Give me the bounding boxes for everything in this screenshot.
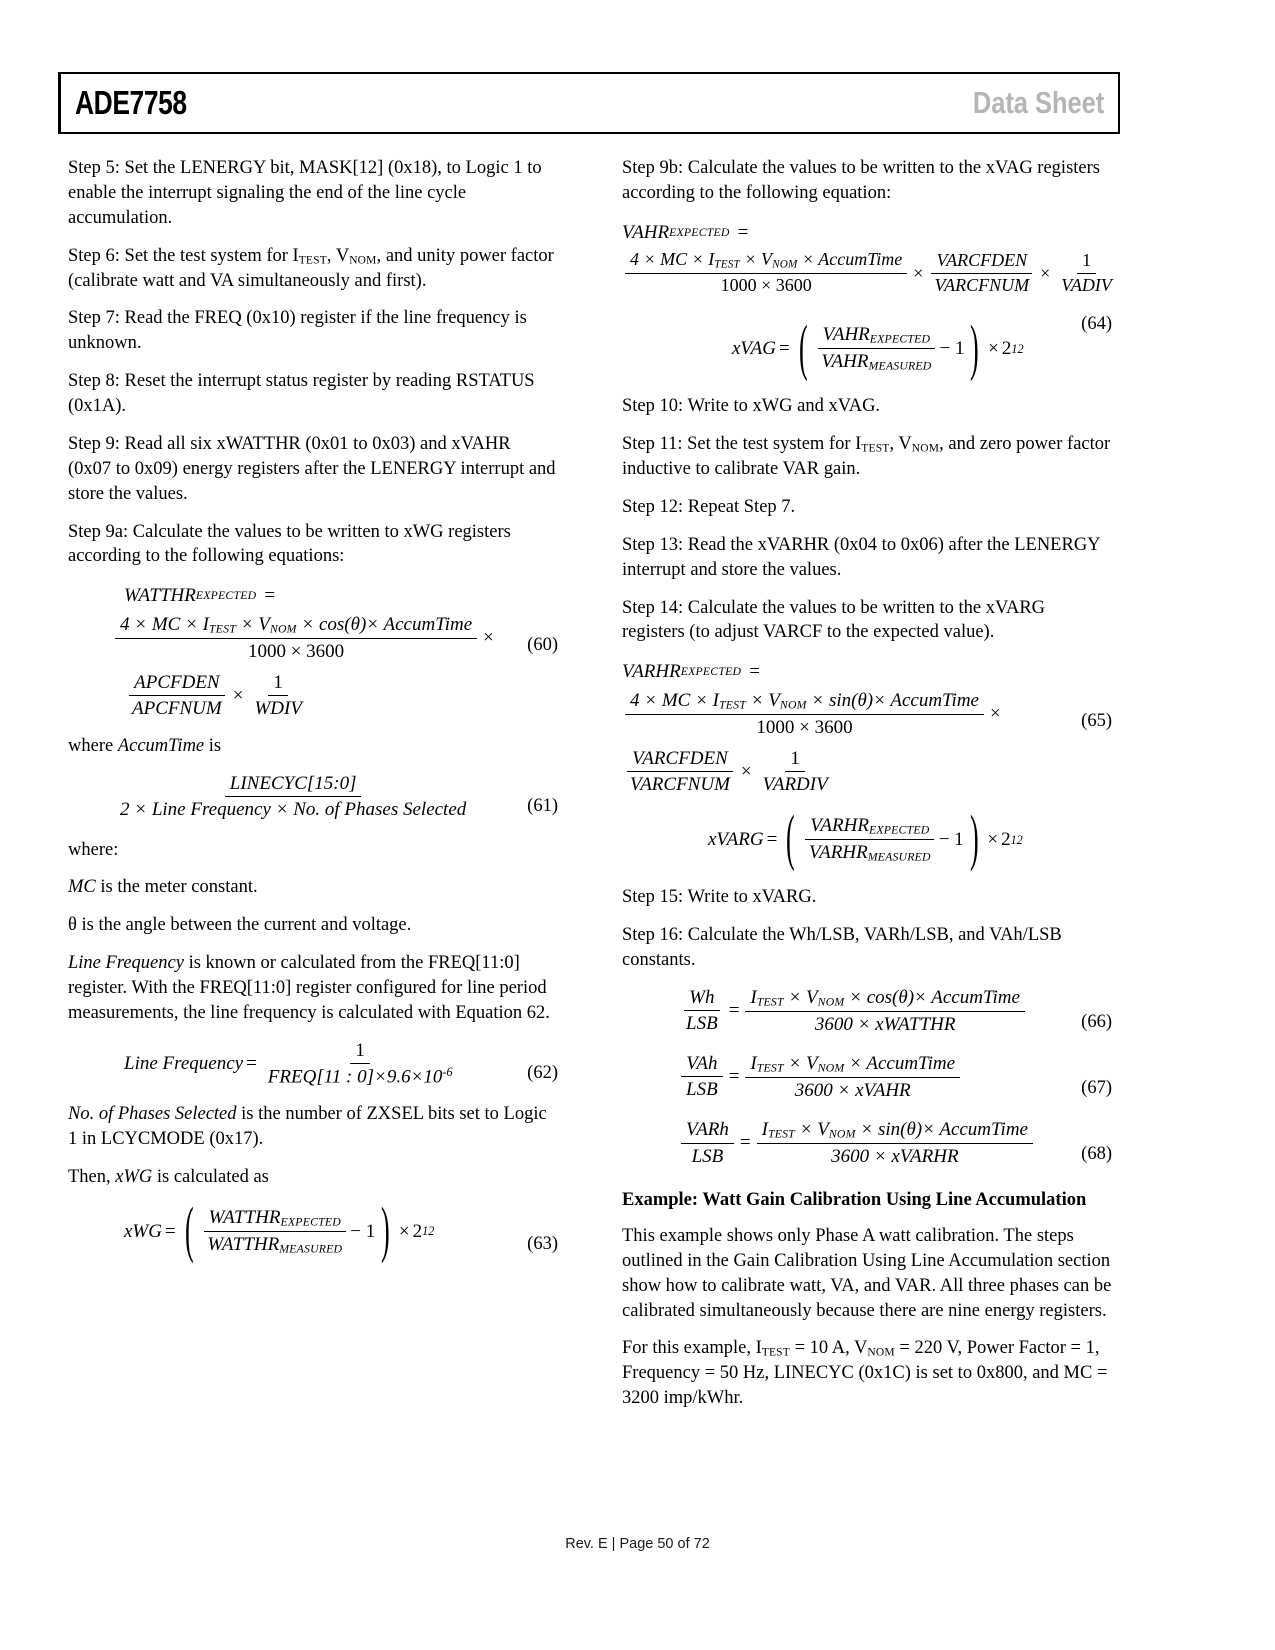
eq66-rhs-den: 3600 × xWATTHR [814,1013,956,1035]
equation-65-number: (65) [1081,711,1112,732]
equation-61-number: (61) [527,796,558,817]
eq66-num-sub2: NOM [817,995,845,1009]
eq65-varcfden: VARCFDEN [627,747,733,772]
equation-63-body [68,1196,558,1265]
mc-term: MC [68,877,96,898]
line-frequency-text: is known or calculated from the FREQ[11:0] register. With the FREQ[11:0] register configured for line period measurements, the line frequency is calculated with Equation 62. [68,953,550,1023]
equation-61-body [68,772,558,821]
eq66-lhs-num: Wh [684,986,719,1011]
eq61-denominator: 2 × Line Frequency × No. of Phases Selected [120,799,467,821]
eq65-one: 1 [785,747,805,772]
eq67-num-sub1: TEST [756,1061,784,1075]
xvarg-times: × [987,828,999,850]
eq66-num-pre: I [750,986,757,1008]
eq67-rhs-fraction [745,1052,960,1102]
eq65-num-tail: × sin(θ)× AccumTime [806,689,979,711]
step-15-paragraph: Step 15: Write to xVARG. [622,887,817,908]
eq60-apcfnum: APCFNUM [132,698,222,720]
eq60-num-sub1: TEST [208,622,236,636]
eq60-apcf-fraction [127,671,227,720]
phases-term: No. of Phases Selected [68,1104,237,1125]
eq64-varcf-fraction [929,250,1034,297]
eq63-left-paren: ( [184,1196,194,1265]
eq67-num-sub2: NOM [817,1061,845,1075]
eq64-lhs-subscript: EXPECTED [669,225,730,239]
example-p2-sub-test: TEST [761,1346,790,1359]
theta-definition: θ is the angle between the current and voltage. [68,915,412,936]
xvarg-exponent: 12 [1010,832,1023,847]
eq64-num-tail: × AccumTime [797,249,903,270]
eq65-num-pre: 4 × MC × I [630,689,719,711]
eq67-num-tail: × AccumTime [844,1052,956,1074]
step-11-sub-nom: NOM [911,442,940,455]
eq63-num-sub: EXPECTED [280,1215,341,1229]
eq61-numerator: LINECYC[15:0] [225,772,362,797]
example-paragraph-2 [622,1336,1112,1411]
xvag-numerator [818,323,936,349]
eq62-equals: = [246,1052,257,1074]
equation-68 [622,1118,1112,1168]
eq62-numerator: 1 [350,1039,370,1064]
xvarg-minus-one: − 1 [938,828,964,850]
eq62-denominator [263,1064,458,1088]
document-type-label: Data Sheet [972,85,1104,120]
eq63-equals: = [164,1220,176,1242]
eq64-times-1: × [913,263,924,284]
eq64-num-mid: × V [739,249,773,270]
eq60-num-mid: × V [235,613,270,635]
step-6-pre: Step 6: Set the test system for I [68,245,299,266]
step-11-pre: Step 11: Set the test system for I [622,434,862,455]
eq66-num-tail: × cos(θ)× AccumTime [844,986,1020,1008]
xvarg-num-sub: EXPECTED [868,823,930,837]
eq65-num-mid: × V [745,689,780,711]
step-6-paragraph [68,244,558,294]
eq62-lhs: Line Frequency [124,1052,244,1074]
eq65-vardiv-fraction [758,747,833,796]
eq65-num-sub2: NOM [779,698,807,712]
eq65-num-sub1: TEST [718,698,746,712]
eq66-rhs-fraction [745,986,1025,1036]
line-frequency-term: Line Frequency [68,953,184,974]
eq60-num-pre: 4 × MC × I [120,613,209,635]
xvarg-denominator [804,840,936,865]
eq68-num-tail: × sin(θ)× AccumTime [855,1118,1028,1140]
eq64-vadiv-fraction [1056,250,1117,297]
eq64-vadiv: VADIV [1061,274,1112,295]
eq65-lhs-subscript: EXPECTED [680,665,742,679]
page-header [58,72,1120,134]
eq62-den-exp: -6 [442,1064,453,1079]
eq63-numerator [204,1206,346,1232]
example-section-heading: Example: Watt Gain Calibration Using Line Accumulation [622,1190,1087,1211]
eq64-num-sub1: TEST [714,258,740,271]
step-7-paragraph: Step 7: Read the FREQ (0x10) register if the line frequency is unknown. [68,308,527,354]
eq60-num-sub2: NOM [269,622,297,636]
eq68-rhs-fraction [757,1118,1033,1168]
where-accumtime-paragraph [68,734,558,759]
phases-text: is the number of ZXSEL bits set to Logic 1 in LCYCMODE (0x17). [68,1104,547,1150]
step-11-paragraph [622,432,1112,482]
xvag-equals: = [778,337,790,359]
eq60-lhs-symbol: WATTHR [124,585,196,607]
eq62-fraction [263,1039,458,1089]
xvarg-lhs: xVARG [708,828,764,850]
equation-63-number: (63) [527,1234,558,1255]
equation-64 [622,220,1112,334]
xvag-paren-group [793,313,985,382]
step-9b-paragraph: Step 9b: Calculate the values to be written to the xVAG registers according to the following equation: [622,158,1100,203]
eq63-denominator [202,1232,347,1257]
eq68-num-sub2: NOM [828,1127,856,1141]
equation-64-number: (64) [1081,313,1112,334]
eq62-den-pre: FREQ[11 : 0]×9.6×10 [267,1066,443,1088]
xvarg-right-paren: ) [969,804,979,873]
step-8-paragraph: Step 8: Reset the interrupt status register by reading RSTATUS (0x1A). [68,371,535,417]
phases-definition [68,1102,558,1152]
eq68-num-mid: × V [794,1118,829,1140]
equation-68-number: (68) [1081,1143,1112,1164]
eq64-varcfnum: VARCFNUM [934,274,1030,295]
equation-60 [68,583,558,720]
xvag-denominator [816,349,936,374]
step-6-post: , and unity power factor (calibrate watt and VA simultaneously and first). [68,245,554,291]
eq64-varcfden: VARCFDEN [931,250,1032,274]
xvarg-left-paren: ( [786,804,795,873]
mc-definition [68,875,558,900]
equation-68-body [622,1118,1112,1168]
xvag-lhs: xVAG [732,337,776,359]
eq60-wdiv: WDIV [254,698,302,720]
xvarg-num-sym: VARHR [810,815,869,837]
step-6-sub-nom: NOM [349,254,377,267]
equation-xvarg-body [622,804,1112,873]
eq65-varcfnum: VARCFNUM [630,774,730,796]
xvag-right-paren: ) [970,313,980,382]
where-accumtime-pre: where [68,736,118,757]
example-p2-mid: = 10 A, V [789,1338,868,1359]
xvag-fraction [816,323,936,374]
xvarg-fraction [804,814,936,865]
xvag-den-sym: VAHR [821,351,869,373]
example-p2-post: = 220 V, Power Factor = 1, Frequency = 50 Hz, LINECYC (0x1C) is set to 0x800, and MC = 3200 imp/kWhr. [622,1338,1108,1409]
equation-xvag [622,313,1112,382]
eq68-num-pre: I [761,1118,768,1140]
equation-62 [68,1039,558,1089]
step-11-mid: , V [889,434,912,455]
then-post: is calculated as [152,1167,269,1188]
eq67-lhs-num: VAh [681,1052,722,1077]
eq66-rhs-num [745,986,1025,1012]
eq68-rhs-den: 3600 × xVARHR [831,1145,959,1167]
eq60-num-tail: × cos(θ)× AccumTime [296,613,473,635]
equation-60-lhs [68,583,558,609]
xvarg-base: 2 [1001,828,1011,850]
xvag-times: × [988,337,999,359]
eq65-main-fraction [625,689,984,739]
xvarg-numerator [805,814,934,840]
step-9-paragraph: Step 9: Read all six xWATTHR (0x01 to 0x03) and xVAHR (0x07 to 0x09) energy registers after the LENERGY interrupt and store the values. [68,433,556,504]
eq65-times-1: × [990,703,1001,725]
step-13-paragraph: Step 13: Read the xVARHR (0x04 to 0x06) after the LENERGY interrupt and store the values. [622,534,1100,580]
step-10-paragraph: Step 10: Write to xWG and xVAG. [622,396,881,417]
eq65-lhs-symbol: VARHR [622,661,681,683]
eq65-varcf-fraction [625,747,735,796]
step-16-paragraph: Step 16: Calculate the Wh/LSB, VARh/LSB, and VAh/LSB constants. [622,925,1062,970]
right-column [622,156,1112,1424]
eq64-num-pre: 4 × MC × I [630,249,715,270]
eq60-main-fraction [115,613,477,663]
step-14-paragraph: Step 14: Calculate the values to be written to the xVARG registers (to adjust VARCF to the expected value). [622,597,1046,643]
example-paragraph-1: This example shows only Phase A watt calibration. The steps outlined in the Gain Calibration Using Line Accumulation section show how to calibrate watt, VA, and VAR. All three phases can be calibrated simultaneously because there are nine energy registers. [622,1225,1112,1321]
eq65-numerator [625,689,984,715]
where-accumtime-term: AccumTime [117,736,205,757]
step-12-paragraph: Step 12: Repeat Step 7. [622,496,796,517]
eq67-lhs-fraction [681,1052,723,1101]
eq65-denominator: 1000 × 3600 [756,716,853,738]
equation-67-body [622,1052,1112,1102]
eq61-fraction [115,772,471,821]
step-11-post: , and zero power factor inductive to calibrate VAR gain. [622,434,1111,479]
equation-65-body [622,689,1112,739]
xvag-num-sub: EXPECTED [869,332,931,346]
eq68-lhs-num: VARh [681,1118,734,1143]
eq60-apcfden: APCFDEN [129,671,225,696]
eq67-rhs-num [745,1052,960,1078]
example-p2-pre: For this example, I [622,1338,762,1359]
eq63-fraction [202,1206,347,1257]
eq63-den-sub: MEASURED [279,1242,343,1256]
eq63-right-paren: ) [381,1196,390,1265]
xvag-left-paren: ( [798,313,808,382]
eq63-exponent: 12 [422,1224,435,1239]
xvag-den-sub: MEASURED [868,359,932,373]
eq64-lhs-symbol: VAHR [622,221,670,243]
xvag-num-sym: VAHR [822,324,870,346]
equation-67 [622,1052,1112,1102]
page-footer: Rev. E | Page 50 of 72 [565,1536,710,1552]
eq67-equals: = [728,1066,740,1088]
xvag-base: 2 [1001,337,1012,359]
eq60-equals: = [264,585,276,607]
step-6-sub-test: TEST [298,254,327,267]
equation-66-body [622,986,1112,1036]
line-frequency-definition [68,951,558,1026]
step-11-sub-test: TEST [861,442,890,455]
eq65-times-2: × [740,760,752,782]
equation-62-number: (62) [527,1062,558,1083]
eq60-wdiv-fraction [249,671,306,720]
eq60-numerator [115,613,477,639]
eq60-times-1: × [483,627,494,649]
eq68-equals: = [739,1132,751,1154]
eq64-equals: = [737,221,749,243]
xvarg-equals: = [766,828,778,850]
equation-62-body [68,1039,558,1089]
eq63-den-sym: WATTHR [207,1234,280,1255]
equation-63 [68,1196,558,1265]
eq63-times: × [398,1220,410,1242]
eq63-lhs: xWG [124,1220,162,1242]
xvarg-paren-group [780,804,984,873]
equation-66-number: (66) [1081,1011,1112,1032]
equation-65 [622,659,1112,796]
part-number-title: ADE7758 [75,84,187,121]
eq68-rhs-num [757,1118,1033,1144]
eq66-lhs-fraction [681,986,723,1035]
equation-60-body-2 [68,671,558,720]
equation-66 [622,986,1112,1036]
eq63-paren-group [179,1196,396,1265]
eq60-lhs-subscript: EXPECTED [195,589,257,603]
where-accumtime-post: is [204,736,222,757]
example-p2-sub-nom: NOM [867,1346,895,1359]
equation-67-number: (67) [1081,1077,1112,1098]
equation-65-lhs [622,659,1112,685]
xvarg-den-sym: VARHR [808,842,868,864]
then-term: xWG [115,1167,153,1188]
eq67-lhs-den: LSB [686,1079,718,1101]
eq68-lhs-fraction [681,1118,734,1167]
eq64-one: 1 [1077,250,1096,274]
eq63-minus-one: − 1 [350,1220,376,1242]
eq68-lhs-den: LSB [691,1145,724,1167]
eq60-times-2: × [232,684,244,706]
step-6-mid: , V [326,245,350,266]
eq64-numerator [625,249,907,274]
eq67-num-mid: × V [783,1052,818,1074]
eq60-denominator: 1000 × 3600 [247,640,345,662]
eq66-lhs-den: LSB [686,1013,718,1035]
eq64-denominator: 1000 × 3600 [720,275,812,296]
step-9a-paragraph: Step 9a: Calculate the values to be written to xWG registers according to the following equations: [68,521,511,567]
step-5-paragraph: Step 5: Set the LENERGY bit, MASK[12] (0x18), to Logic 1 to enable the interrupt signaling the end of the line cycle accumulation. [68,158,542,228]
xvag-minus-one: − 1 [939,337,965,359]
mc-definition-text: is the meter constant. [95,877,258,898]
eq63-base: 2 [412,1220,423,1242]
eq60-one: 1 [268,671,288,696]
then-pre: Then, [68,1167,116,1188]
eq65-vardiv: VARDIV [762,774,828,796]
equation-61 [68,772,558,821]
where-label: where: [68,839,119,860]
eq64-main-fraction [625,249,907,297]
eq64-num-sub2: NOM [772,258,798,271]
equation-xvarg [622,804,1112,873]
equation-64-body [622,249,1112,297]
equation-64-lhs [622,220,1112,246]
then-xwg-paragraph [68,1165,558,1190]
eq65-equals: = [749,661,760,683]
eq66-num-sub1: TEST [756,995,784,1009]
equation-xvag-body [622,313,1112,382]
eq66-num-mid: × V [783,986,818,1008]
eq68-num-sub1: TEST [767,1127,795,1141]
eq67-num-pre: I [750,1052,757,1074]
equation-60-body [68,613,558,663]
eq63-num-sym: WATTHR [208,1207,281,1229]
xvarg-den-sub: MEASURED [867,850,931,864]
eq66-equals: = [728,1000,740,1022]
eq67-rhs-den: 3600 × xVAHR [794,1079,911,1101]
left-column [68,156,558,1269]
equation-60-number: (60) [527,635,558,656]
equation-65-body-2 [622,747,1112,796]
eq64-times-2: × [1040,263,1051,284]
xvag-exponent: 12 [1011,341,1024,356]
